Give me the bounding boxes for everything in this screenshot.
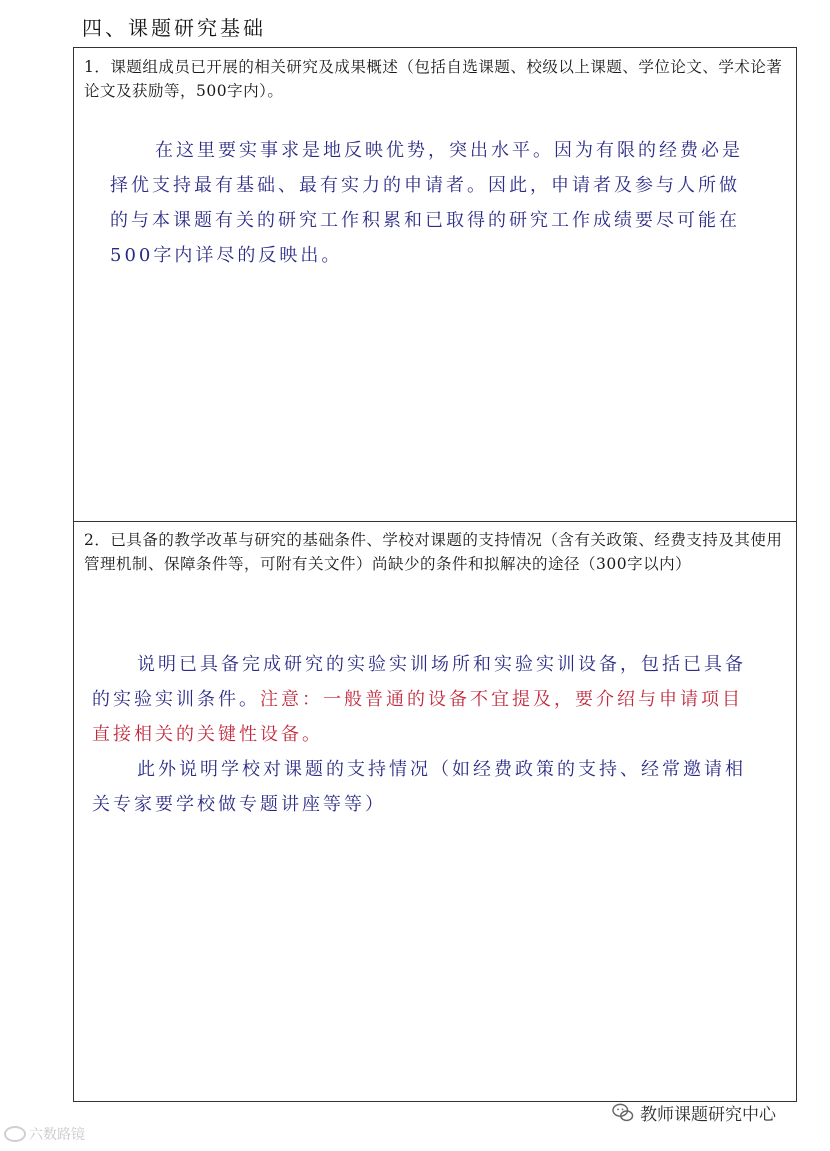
question-1-answer: 在这里要实事求是地反映优势，突出水平。因为有限的经费必是择优支持最有基础、最有实力的申请者。因此，申请者及参与人所做的与本课题有关的研究工作积累和已取得的研究工作成绩要尽可能在500字内详尽的反映出。 bbox=[110, 140, 743, 266]
section-title: 四、课题研究基础 bbox=[82, 16, 266, 40]
question-2-prompt: 2．已具备的教学改革与研究的基础条件、学校对课题的支持情况（含有关政策、经费支持及其使用管理机制、保障条件等，可附有关文件）尚缺少的条件和拟解决的途径（300字以内） bbox=[84, 531, 783, 573]
form-table bbox=[73, 47, 797, 1102]
question-2-answer bbox=[92, 647, 756, 822]
row-divider bbox=[74, 521, 796, 522]
watermark-left bbox=[4, 1124, 85, 1144]
answer-support-text: 此外说明学校对课题的支持情况（如经费政策的支持、经常邀请相关专家要学校做专题讲座等等） bbox=[92, 759, 746, 815]
watermark-right bbox=[612, 1100, 776, 1125]
question-1-prompt: 1．课题组成员已开展的相关研究及成果概述（包括自选课题、校级以上课题、学位论文、学术论著论文及获励等，500字内）。 bbox=[84, 58, 783, 100]
watermark-logo-icon bbox=[4, 1126, 26, 1142]
answer-paragraph bbox=[92, 647, 756, 752]
watermark-left-text: 六数路镜 bbox=[29, 1127, 85, 1143]
watermark-right-text: 教师课题研究中心 bbox=[640, 1105, 776, 1125]
answer-intro-text: 说明已具备完成研究的实验实训场所和实验实训设备，包括已具备的实验实训条件。 bbox=[92, 654, 746, 710]
wechat-icon bbox=[612, 1103, 634, 1123]
answer-note-text: 注意：一般普通的设备不宜提及，要介绍与申请项目直接相关的关键性设备。 bbox=[92, 689, 743, 745]
